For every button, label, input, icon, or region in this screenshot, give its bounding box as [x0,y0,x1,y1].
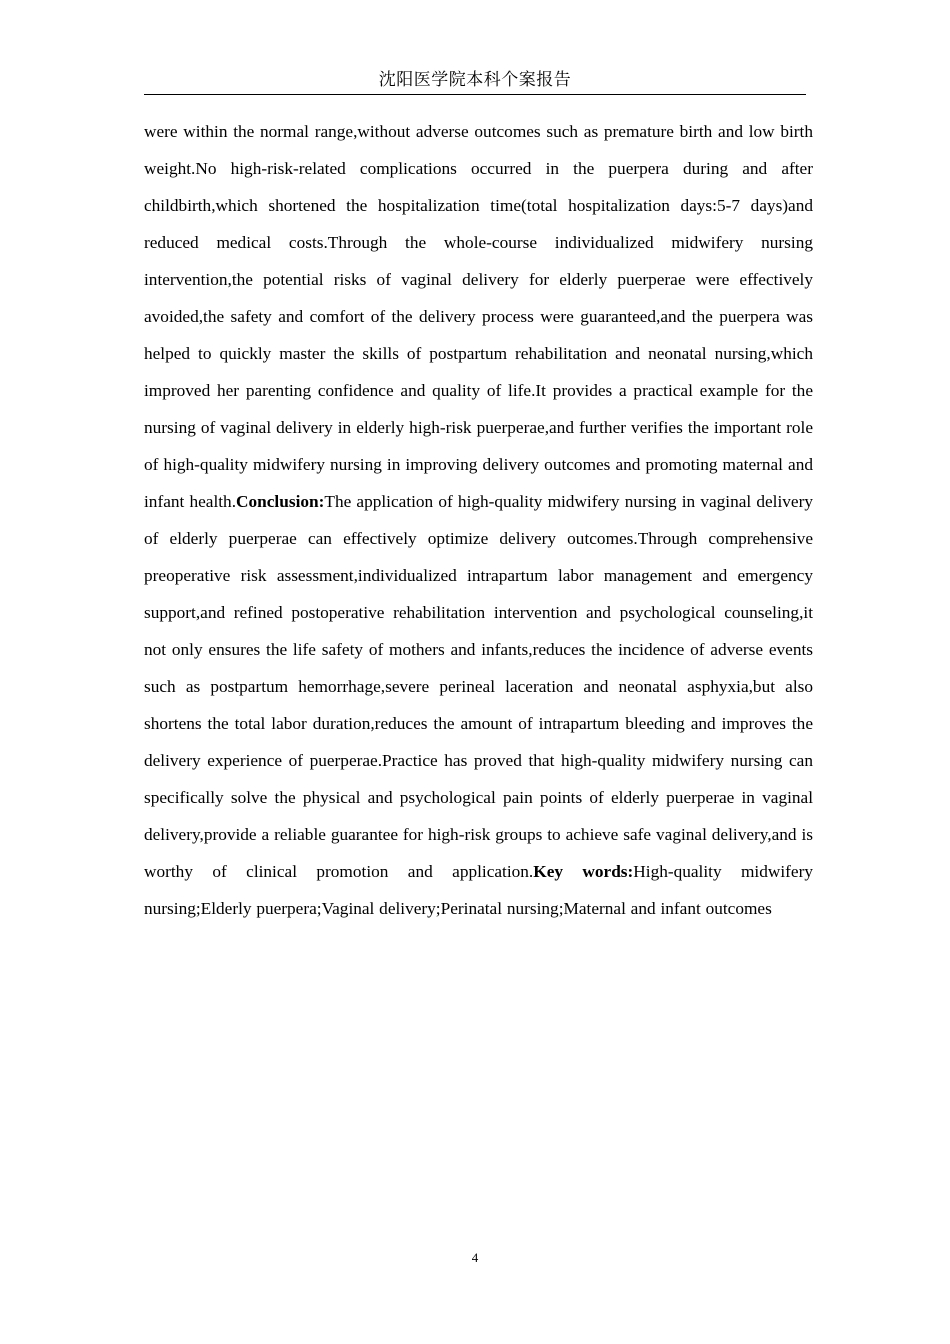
keywords-label: Key words: [533,862,634,881]
abstract-body [144,113,813,927]
conclusion-text: The application of high-quality midwifery nursing in vaginal delivery of elderly puerperae can effectively optimize delivery outcomes.Through comprehensive preoperative risk assessment,individualized intrapartum labor management and emergency support,and refined postoperative rehabilitation intervention and psychological counseling,it not only ensures the life safety of mothers and infants,reduces the incidence of adverse events such as postpartum hemorrhage,severe perineal laceration and neonatal asphyxia,but also shortens the total labor duration,reduces the amount of intrapartum bleeding and improves the delivery experience of puerperae.Practice has proved that high-quality midwifery nursing can specifically solve the physical and psychological pain points of elderly puerperae in vaginal delivery,provide a reliable guarantee for high-risk groups to achieve safe vaginal delivery,and is worthy of clinical promotion and application. [144,492,813,881]
keywords-text: High-quality midwifery nursing;Elderly puerpera;Vaginal delivery;Perinatal nursing;Maternal and infant outcomes [144,862,813,918]
page-header [144,66,806,95]
page-number: 4 [471,1250,479,1265]
page-header-title: 沈阳医学院本科个案报告 [378,70,572,90]
abstract-results-text: were within the normal range,without adverse outcomes such as premature birth and low birth weight.No high-risk-related complications occurred in the puerpera during and after childbirth,which shortened the hospitalization time(total hospitalization days:5-7 days)and reduced medical costs.Through the whole-course individualized midwifery nursing intervention,the potential risks of vaginal delivery for elderly puerperae were effectively avoided,the safety and comfort of the delivery process were guaranteed,and the puerpera was helped to quickly master the skills of postpartum rehabilitation and neonatal nursing,which improved her parenting confidence and quality of life.It provides a practical example for the nursing of vaginal delivery in elderly high-risk puerperae,and further verifies the important role of high-quality midwifery nursing in improving delivery outcomes and promoting maternal and infant health. [144,122,813,511]
conclusion-label: Conclusion: [236,492,325,511]
